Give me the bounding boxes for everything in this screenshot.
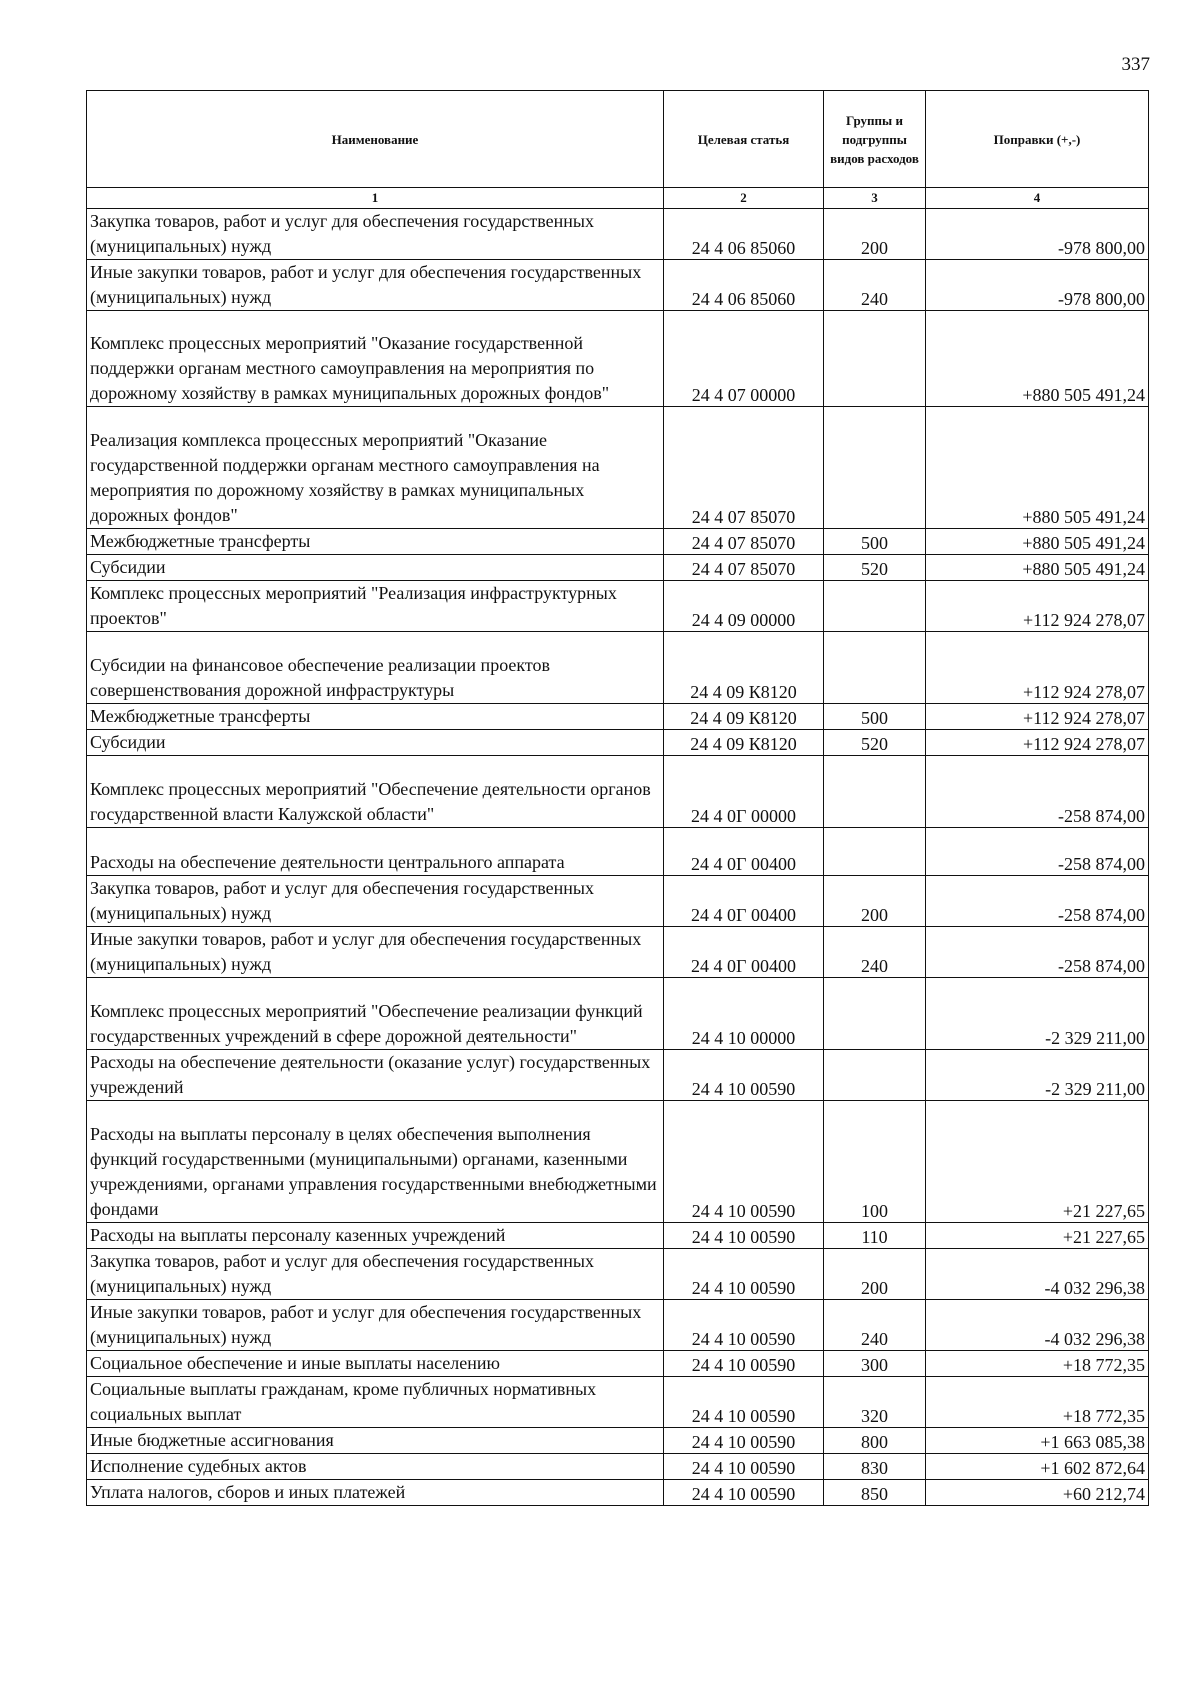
row-group-code xyxy=(824,1050,926,1101)
row-amount: +1 602 872,64 xyxy=(926,1454,1149,1480)
row-name: Расходы на обеспечение деятельности центрального аппарата xyxy=(87,828,664,876)
row-target-code: 24 4 0Г 00400 xyxy=(664,927,824,978)
row-group-code: 850 xyxy=(824,1480,926,1506)
table-row xyxy=(87,756,1149,828)
table-row xyxy=(87,1377,1149,1428)
row-group-code: 240 xyxy=(824,260,926,311)
table-row xyxy=(87,730,1149,756)
row-group-code xyxy=(824,581,926,632)
row-target-code: 24 4 09 К8120 xyxy=(664,704,824,730)
row-target-code: 24 4 10 00590 xyxy=(664,1300,824,1351)
row-target-code: 24 4 07 85070 xyxy=(664,529,824,555)
row-name: Иные закупки товаров, работ и услуг для обеспечения государственных (муниципальных) нужд xyxy=(87,260,664,311)
row-name: Межбюджетные трансферты xyxy=(87,704,664,730)
row-amount: -4 032 296,38 xyxy=(926,1249,1149,1300)
row-amount: -2 329 211,00 xyxy=(926,1050,1149,1101)
row-target-code: 24 4 10 00000 xyxy=(664,978,824,1050)
row-name: Межбюджетные трансферты xyxy=(87,529,664,555)
table-row xyxy=(87,407,1149,529)
row-group-code xyxy=(824,311,926,407)
row-group-code: 240 xyxy=(824,1300,926,1351)
row-target-code: 24 4 06 85060 xyxy=(664,209,824,260)
table-row xyxy=(87,927,1149,978)
table-row xyxy=(87,1300,1149,1351)
page-number: 337 xyxy=(1121,54,1150,75)
table-body xyxy=(87,209,1149,1506)
row-name: Комплекс процессных мероприятий "Обеспечение реализации функций государственных учреждений в сфере дорожной деятельности" xyxy=(87,978,664,1050)
table-row xyxy=(87,209,1149,260)
row-target-code: 24 4 07 85070 xyxy=(664,407,824,529)
table-row xyxy=(87,311,1149,407)
header-amendments: Поправки (+,-) xyxy=(926,91,1149,188)
row-name: Закупка товаров, работ и услуг для обеспечения государственных (муниципальных) нужд xyxy=(87,1249,664,1300)
row-name: Исполнение судебных актов xyxy=(87,1454,664,1480)
row-group-code xyxy=(824,632,926,704)
row-name: Расходы на обеспечение деятельности (оказание услуг) государственных учреждений xyxy=(87,1050,664,1101)
row-name: Иные закупки товаров, работ и услуг для обеспечения государственных (муниципальных) нужд xyxy=(87,1300,664,1351)
table-row xyxy=(87,828,1149,876)
row-amount: -258 874,00 xyxy=(926,876,1149,927)
row-name: Комплекс процессных мероприятий "Оказание государственной поддержки органам местного самоуправления на мероприятия по дорожному хозяйству в рамках муниципальных дорожных фондов" xyxy=(87,311,664,407)
row-target-code: 24 4 10 00590 xyxy=(664,1351,824,1377)
header-expense-groups: Группы и подгруппы видов расходов xyxy=(824,91,926,188)
row-group-code xyxy=(824,756,926,828)
row-amount: +112 924 278,07 xyxy=(926,730,1149,756)
column-number: 4 xyxy=(926,188,1149,209)
table-row xyxy=(87,1428,1149,1454)
table-row xyxy=(87,1223,1149,1249)
row-name: Закупка товаров, работ и услуг для обеспечения государственных (муниципальных) нужд xyxy=(87,876,664,927)
row-target-code: 24 4 09 00000 xyxy=(664,581,824,632)
row-target-code: 24 4 10 00590 xyxy=(664,1050,824,1101)
row-target-code: 24 4 06 85060 xyxy=(664,260,824,311)
column-numbers-row xyxy=(87,188,1149,209)
row-amount: -978 800,00 xyxy=(926,209,1149,260)
column-number: 3 xyxy=(824,188,926,209)
row-name: Расходы на выплаты персоналу в целях обеспечения выполнения функций государственными (муниципальными) органами, казенными учреждениями, органами управления государственными внебюджетными фондами xyxy=(87,1101,664,1223)
row-target-code: 24 4 10 00590 xyxy=(664,1223,824,1249)
row-target-code: 24 4 10 00590 xyxy=(664,1480,824,1506)
row-amount: +880 505 491,24 xyxy=(926,407,1149,529)
table-row xyxy=(87,529,1149,555)
row-name: Социальные выплаты гражданам, кроме публичных нормативных социальных выплат xyxy=(87,1377,664,1428)
table-row xyxy=(87,1101,1149,1223)
header-name: Наименование xyxy=(87,91,664,188)
row-amount: +112 924 278,07 xyxy=(926,632,1149,704)
row-amount: -258 874,00 xyxy=(926,756,1149,828)
row-group-code: 320 xyxy=(824,1377,926,1428)
row-group-code: 300 xyxy=(824,1351,926,1377)
row-name: Субсидии xyxy=(87,730,664,756)
row-amount: +112 924 278,07 xyxy=(926,704,1149,730)
table-row xyxy=(87,1249,1149,1300)
table-row xyxy=(87,978,1149,1050)
table-row xyxy=(87,632,1149,704)
row-target-code: 24 4 09 К8120 xyxy=(664,730,824,756)
row-amount: -258 874,00 xyxy=(926,927,1149,978)
row-group-code: 800 xyxy=(824,1428,926,1454)
table-row xyxy=(87,260,1149,311)
row-group-code: 500 xyxy=(824,704,926,730)
row-target-code: 24 4 07 85070 xyxy=(664,555,824,581)
row-name: Реализация комплекса процессных мероприятий "Оказание государственной поддержки органам местного самоуправления на мероприятия по дорожному хозяйству в рамках муниципальных дорожных фондов" xyxy=(87,407,664,529)
row-group-code xyxy=(824,828,926,876)
table-row xyxy=(87,1480,1149,1506)
row-name: Иные бюджетные ассигнования xyxy=(87,1428,664,1454)
row-amount: -258 874,00 xyxy=(926,828,1149,876)
row-target-code: 24 4 07 00000 xyxy=(664,311,824,407)
row-name: Уплата налогов, сборов и иных платежей xyxy=(87,1480,664,1506)
column-number: 2 xyxy=(664,188,824,209)
row-group-code xyxy=(824,407,926,529)
row-amount: +880 505 491,24 xyxy=(926,311,1149,407)
table-header-row xyxy=(87,91,1149,188)
row-target-code: 24 4 10 00590 xyxy=(664,1101,824,1223)
row-amount: -978 800,00 xyxy=(926,260,1149,311)
row-amount: +18 772,35 xyxy=(926,1377,1149,1428)
row-amount: +18 772,35 xyxy=(926,1351,1149,1377)
row-target-code: 24 4 0Г 00000 xyxy=(664,756,824,828)
row-target-code: 24 4 10 00590 xyxy=(664,1377,824,1428)
row-amount: +60 212,74 xyxy=(926,1480,1149,1506)
row-group-code: 830 xyxy=(824,1454,926,1480)
row-amount: +21 227,65 xyxy=(926,1223,1149,1249)
row-name: Социальное обеспечение и иные выплаты населению xyxy=(87,1351,664,1377)
row-target-code: 24 4 09 К8120 xyxy=(664,632,824,704)
row-name: Субсидии на финансовое обеспечение реализации проектов совершенствования дорожной инфраструктуры xyxy=(87,632,664,704)
table-row xyxy=(87,1050,1149,1101)
row-name: Субсидии xyxy=(87,555,664,581)
row-amount: +112 924 278,07 xyxy=(926,581,1149,632)
row-group-code: 110 xyxy=(824,1223,926,1249)
row-amount: +21 227,65 xyxy=(926,1101,1149,1223)
row-group-code: 520 xyxy=(824,555,926,581)
row-target-code: 24 4 10 00590 xyxy=(664,1249,824,1300)
row-group-code: 200 xyxy=(824,876,926,927)
table-row xyxy=(87,581,1149,632)
row-name: Иные закупки товаров, работ и услуг для обеспечения государственных (муниципальных) нужд xyxy=(87,927,664,978)
table-row xyxy=(87,704,1149,730)
row-target-code: 24 4 0Г 00400 xyxy=(664,828,824,876)
table-row xyxy=(87,1454,1149,1480)
column-number: 1 xyxy=(87,188,664,209)
row-target-code: 24 4 0Г 00400 xyxy=(664,876,824,927)
row-amount: +1 663 085,38 xyxy=(926,1428,1149,1454)
row-amount: -4 032 296,38 xyxy=(926,1300,1149,1351)
row-amount: +880 505 491,24 xyxy=(926,529,1149,555)
table-row xyxy=(87,1351,1149,1377)
row-group-code: 500 xyxy=(824,529,926,555)
row-group-code: 520 xyxy=(824,730,926,756)
header-target-article: Целевая статья xyxy=(664,91,824,188)
table-row xyxy=(87,876,1149,927)
row-group-code: 200 xyxy=(824,1249,926,1300)
budget-amendments-table xyxy=(86,90,1149,1506)
row-name: Комплекс процессных мероприятий "Реализация инфраструктурных проектов" xyxy=(87,581,664,632)
row-name: Закупка товаров, работ и услуг для обеспечения государственных (муниципальных) нужд xyxy=(87,209,664,260)
row-group-code xyxy=(824,978,926,1050)
row-amount: +880 505 491,24 xyxy=(926,555,1149,581)
row-target-code: 24 4 10 00590 xyxy=(664,1454,824,1480)
row-target-code: 24 4 10 00590 xyxy=(664,1428,824,1454)
row-name: Комплекс процессных мероприятий "Обеспечение деятельности органов государственной власти Калужской области" xyxy=(87,756,664,828)
row-group-code: 100 xyxy=(824,1101,926,1223)
row-name: Расходы на выплаты персоналу казенных учреждений xyxy=(87,1223,664,1249)
row-group-code: 240 xyxy=(824,927,926,978)
table-row xyxy=(87,555,1149,581)
row-group-code: 200 xyxy=(824,209,926,260)
row-amount: -2 329 211,00 xyxy=(926,978,1149,1050)
